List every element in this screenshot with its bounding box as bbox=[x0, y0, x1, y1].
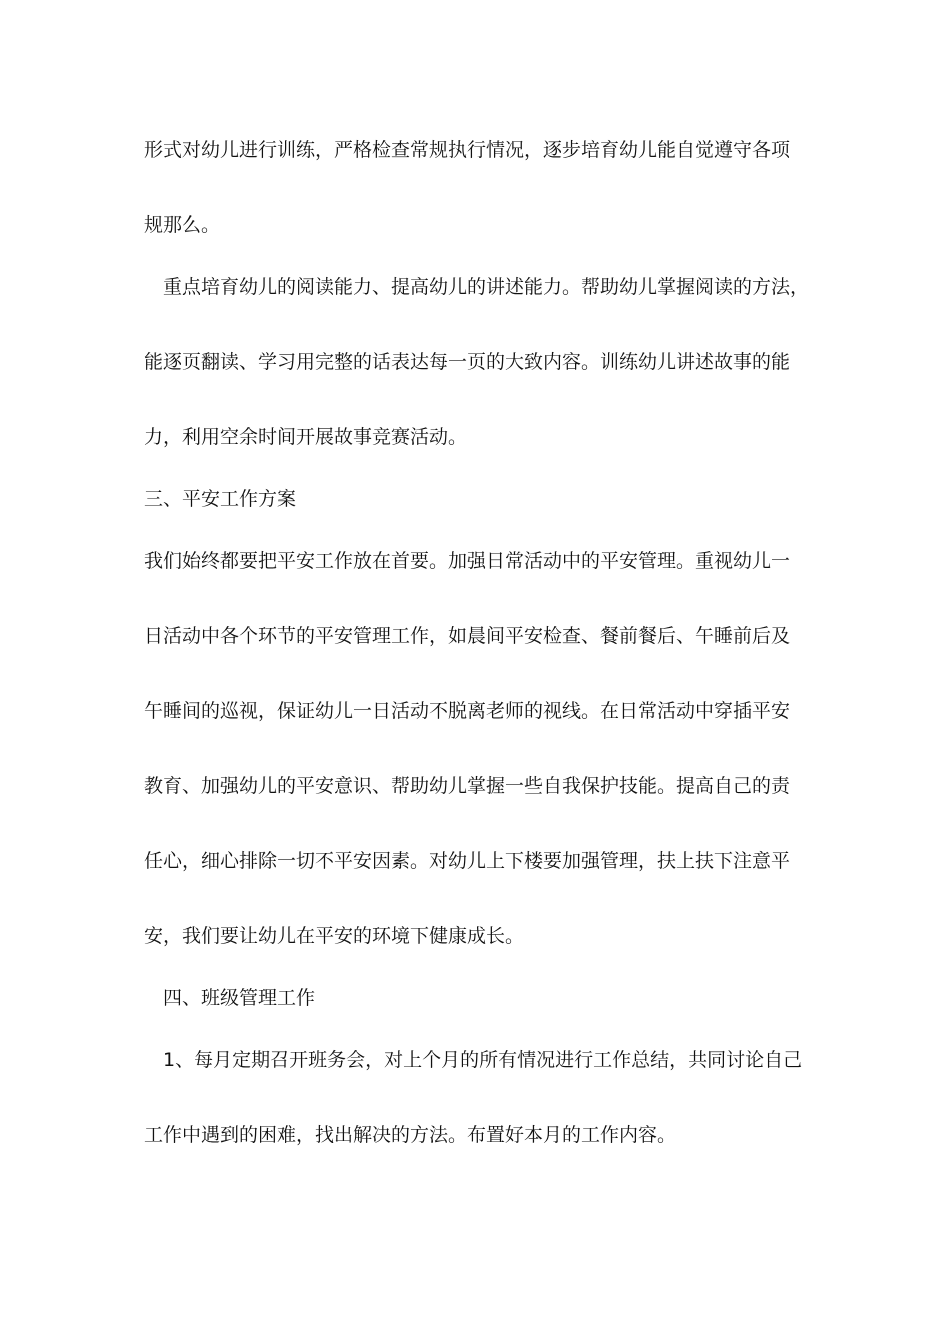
paragraph-line: 形式对幼儿进行训练，严格检查常规执行情况，逐步培育幼儿能自觉遵守各项 bbox=[144, 139, 791, 161]
paragraph-line: 重点培育幼儿的阅读能力、提高幼儿的讲述能力。帮助幼儿掌握阅读的方法， bbox=[163, 276, 810, 298]
paragraph-line: 规那么。 bbox=[144, 214, 221, 236]
paragraph-line: 1、每月定期召开班务会，对上个月的所有情况进行工作总结，共同讨论自己 bbox=[163, 1049, 803, 1071]
paragraph-line: 力，利用空余时间开展故事竞赛活动。 bbox=[144, 426, 468, 448]
paragraph-line: 工作中遇到的困难，找出解决的方法。布置好本月的工作内容。 bbox=[144, 1124, 677, 1146]
paragraph-line: 日活动中各个环节的平安管理工作，如晨间平安检查、餐前餐后、午睡前后及 bbox=[144, 625, 791, 647]
section-heading: 四、班级管理工作 bbox=[163, 987, 316, 1009]
paragraph-line: 午睡间的巡视，保证幼儿一日活动不脱离老师的视线。在日常活动中穿插平安 bbox=[144, 700, 791, 722]
section-heading: 三、平安工作方案 bbox=[144, 488, 297, 510]
paragraph-line: 安，我们要让幼儿在平安的环境下健康成长。 bbox=[144, 925, 525, 947]
paragraph-line: 任心，细心排除一切不平安因素。对幼儿上下楼要加强管理，扶上扶下注意平 bbox=[144, 850, 791, 872]
paragraph-line: 教育、加强幼儿的平安意识、帮助幼儿掌握一些自我保护技能。提高自己的责 bbox=[144, 775, 791, 797]
paragraph-line: 能逐页翻读、学习用完整的话表达每一页的大致内容。训练幼儿讲述故事的能 bbox=[144, 351, 791, 373]
paragraph-line: 我们始终都要把平安工作放在首要。加强日常活动中的平安管理。重视幼儿一 bbox=[144, 550, 791, 572]
